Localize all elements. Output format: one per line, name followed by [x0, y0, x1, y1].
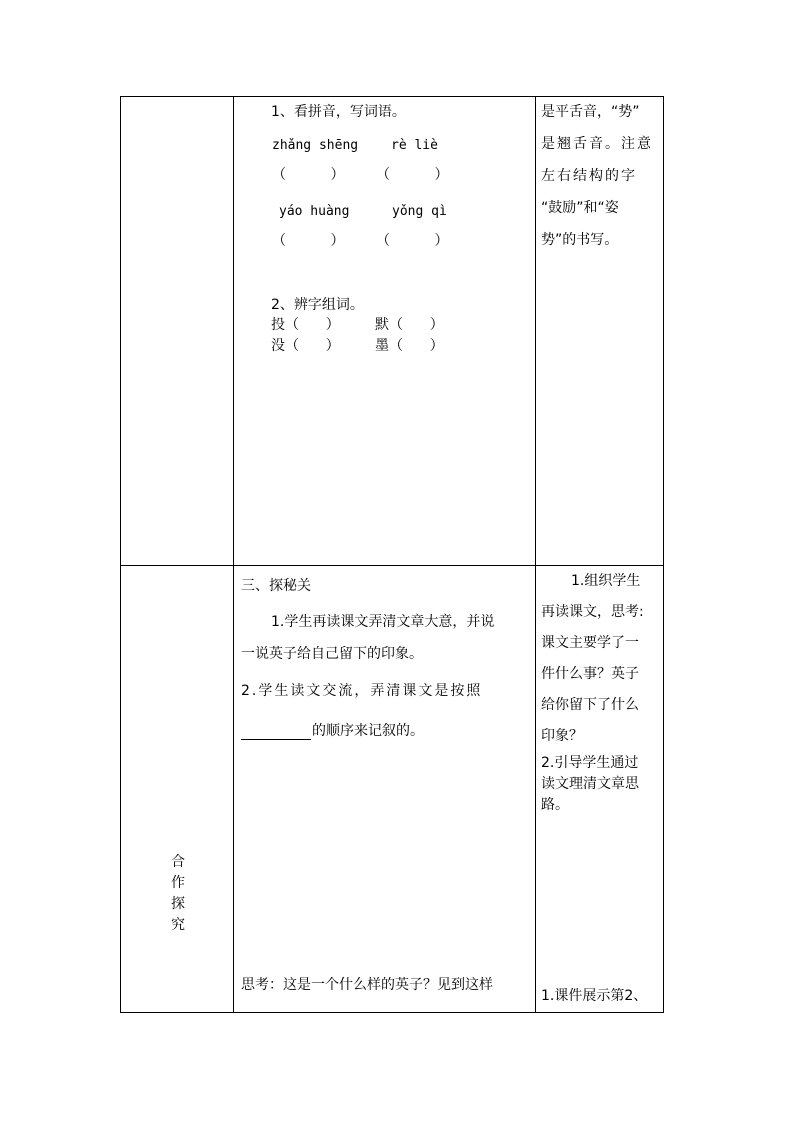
step1-line: 1.学生再读课文弄清文章大意，并说 — [271, 614, 495, 630]
note-line: 是翘舌音。注意 — [541, 136, 653, 152]
step2-line: 2.学生读文交流，弄清课文是按照 — [241, 683, 483, 699]
section-label-char: 作 — [171, 875, 185, 891]
section-label — [170, 852, 186, 936]
section-label-char: 究 — [171, 917, 185, 933]
section-label-char: 合 — [171, 854, 185, 870]
char-pair-tou: 投（ ） — [271, 317, 340, 333]
pinyin-zhangsheng: zhǎng shēng — [272, 138, 359, 153]
exercise1-title: 1、看拼音，写词语。 — [271, 104, 406, 120]
char-pair-mei: 没（ ） — [271, 338, 340, 354]
row-divider — [120, 565, 664, 566]
note-line: 势”的书写。 — [541, 232, 619, 248]
teacher-line: 件什么事？英子 — [541, 666, 639, 682]
teacher-step2-line: 2.引导学生通过 — [541, 755, 639, 771]
note-line: 是平舌音，“势” — [541, 104, 640, 120]
teacher-line: 印象？ — [541, 728, 583, 744]
answer-blank: （ ） — [272, 167, 345, 183]
step2-line: 的顺序来记叙的。 — [312, 723, 424, 739]
teacher-line: 课文主要学了一 — [541, 635, 639, 651]
teacher-line: 再读课文，思考: — [541, 604, 644, 620]
char-pair-mo2: 墨（ ） — [375, 338, 444, 354]
pinyin-relie: rè liè — [391, 138, 438, 153]
table-right-border — [663, 96, 664, 1013]
answer-blank: （ ） — [376, 167, 449, 183]
column-divider-1 — [233, 96, 234, 1013]
teacher-line: 给你留下了什么 — [541, 697, 639, 713]
exercise2-title: 2、辨字组词。 — [271, 297, 364, 313]
teacher-step3-line: 1.课件展示第2、 — [541, 988, 648, 1004]
note-line: “鼓励”和“姿 — [541, 200, 619, 216]
think-question: 思考：这是一个什么样的英子？见到这样 — [241, 977, 493, 993]
teacher-step2-line: 读文理清文章思 — [541, 776, 639, 792]
pinyin-yaohuang: yáo huàng — [279, 204, 350, 219]
answer-blank: （ ） — [272, 233, 345, 249]
table-left-border — [120, 96, 121, 1013]
teacher-step2-line: 路。 — [541, 797, 569, 813]
fill-in-blank — [241, 739, 311, 740]
section-title: 三、探秘关 — [241, 578, 311, 594]
table-bottom-border — [120, 1012, 664, 1013]
note-line: 左右结构的字 — [541, 168, 637, 184]
table-top-border — [120, 96, 664, 97]
teacher-line: 1.组织学生 — [571, 573, 641, 589]
answer-blank: （ ） — [376, 233, 449, 249]
pinyin-yongqi: yǒng qì — [392, 204, 447, 219]
section-label-char: 探 — [171, 896, 185, 912]
step1-line: 一说英子给自己留下的印象。 — [241, 646, 423, 662]
column-divider-2 — [535, 96, 536, 1013]
char-pair-mo: 默（ ） — [375, 317, 444, 333]
